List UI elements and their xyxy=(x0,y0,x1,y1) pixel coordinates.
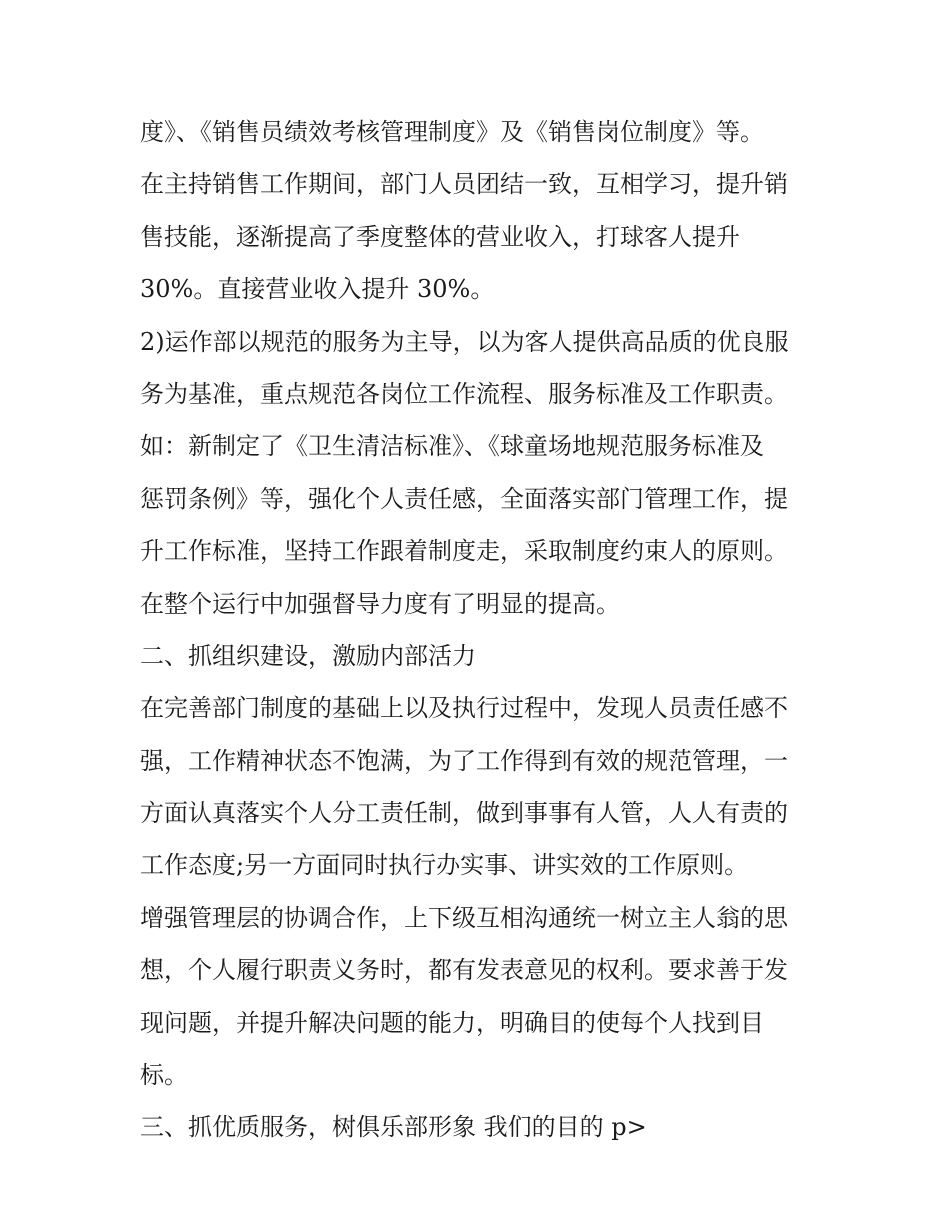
text-line: 务为基准，重点规范各岗位工作流程、服务标准及工作职责。 xyxy=(140,379,788,408)
text-line: 现问题，并提升解决问题的能力，明确目的使每个人找到目 xyxy=(140,1008,764,1037)
text-line: 升工作标准，坚持工作跟着制度走，采取制度约束人的原则。 xyxy=(140,537,788,566)
text-line: 在完善部门制度的基础上以及执行过程中，发现人员责任感不 xyxy=(140,694,788,723)
text-line: 工作态度;另一方面同时执行办实事、讲实效的工作原则。 xyxy=(140,851,749,880)
text-line: 方面认真落实个人分工责任制，做到事事有人管，人人有责的 xyxy=(140,799,788,828)
text-line: 如：新制定了《卫生清洁标准》、《球童场地规范服务标准及 xyxy=(140,432,764,461)
text-line: 在主持销售工作期间，部门人员团结一致，互相学习，提升销 xyxy=(140,170,788,199)
text-line: 惩罚条例》等，强化个人责任感，全面落实部门管理工作，提 xyxy=(140,484,788,513)
section-heading: 二、抓组织建设，激励内部活力 xyxy=(140,641,476,670)
text-line: 售技能，逐渐提高了季度整体的营业收入，打球客人提升 xyxy=(140,222,740,251)
text-line: 30%。直接营业收入提升 30%。 xyxy=(140,275,495,304)
text-line: 强，工作精神状态不饱满，为了工作得到有效的规范管理，一 xyxy=(140,746,788,775)
text-line: 增强管理层的协调合作，上下级互相沟通统一树立主人翁的思 xyxy=(140,903,788,932)
document-body xyxy=(140,106,820,1154)
text-line: 在整个运行中加强督导力度有了明显的提高。 xyxy=(140,589,620,618)
section-heading: 三、抓优质服务，树俱乐部形象 我们的目的 p> xyxy=(140,1113,647,1142)
text-line: 2)运作部以规范的服务为主导，以为客人提供高品质的优良服 xyxy=(140,327,789,356)
text-line: 标。 xyxy=(140,1061,188,1090)
text-line: 想，个人履行职责义务时，都有发表意见的权利。要求善于发 xyxy=(140,956,788,985)
text-line: 度》、《销售员绩效考核管理制度》及《销售岗位制度》等。 xyxy=(140,118,764,146)
